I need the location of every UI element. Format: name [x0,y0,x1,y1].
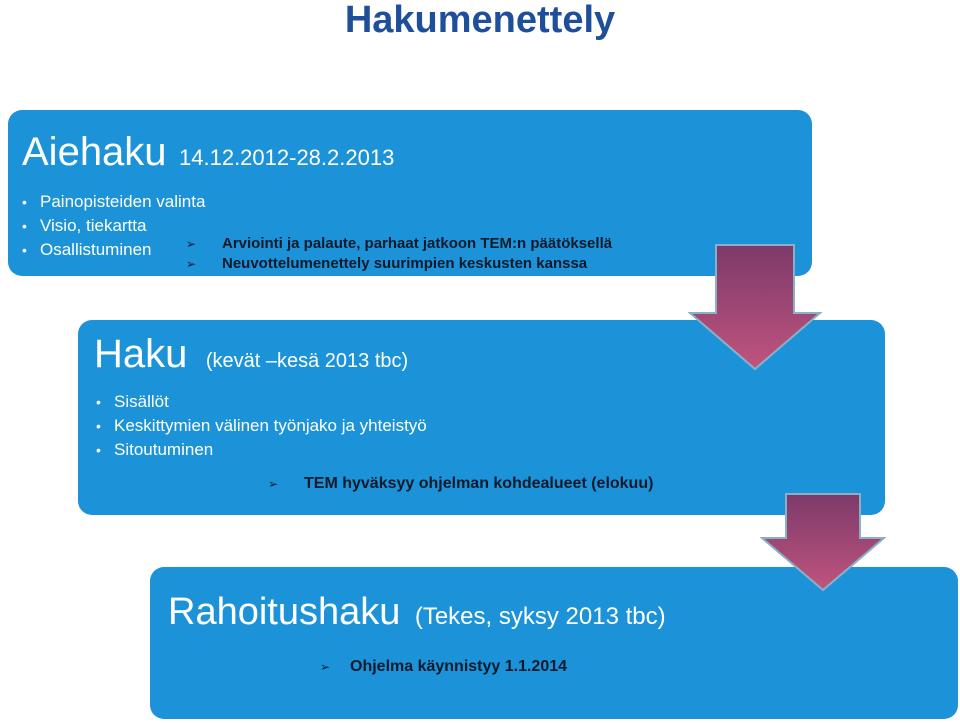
stage-notes [268,474,653,494]
stage-notes [186,234,612,274]
note-text: Neuvottelumenettely suurimpien keskusten kanssa [222,255,588,272]
stage-period: (Tekes, syksy 2013 tbc) [414,603,666,630]
down-arrow-icon [760,492,886,592]
stage-name: Haku [94,332,188,376]
arrowhead-bullet-icon: ➢ [320,660,331,674]
arrowhead-bullet-icon: ➢ [186,257,197,271]
bullet-item: • Keskittymien välinen työnjako ja yhteistyö [96,414,427,438]
note-item [186,234,612,254]
note-text: Arviointi ja palaute, parhaat jatkoon TEM:n päätöksellä [222,235,613,252]
bullet-item: • Visio, tiekartta [22,214,205,238]
stage-period: 14.12.2012-28.2.2013 [179,145,395,170]
bullet-item: • Sisällöt [96,390,427,414]
note-item [186,254,612,274]
stage-name: Aiehaku [22,130,167,174]
bullet-item: • Painopisteiden valinta [22,190,205,214]
stage-heading [22,130,394,175]
stage-notes [320,657,567,677]
note-text: Ohjelma käynnistyy 1.1.2014 [350,658,568,675]
stage-bullets [22,190,205,262]
stage-period: (kevät –kesä 2013 tbc) [205,350,409,372]
bullet-item: • Sitoutuminen [96,438,427,462]
stage-bullets [96,390,427,462]
note-text: TEM hyväksyy ohjelman kohdealueet (elokuu) [304,475,654,492]
note-item [268,474,653,494]
stage-heading [94,332,408,377]
arrowhead-bullet-icon: ➢ [268,477,279,491]
page-title: Hakumenettely [344,0,616,41]
arrowhead-bullet-icon: ➢ [186,237,197,251]
bullet-item: • Osallistuminen [22,238,205,262]
note-item [320,657,567,677]
stage-name: Rahoitushaku [168,591,401,633]
down-arrow-icon [688,243,822,371]
stage-heading [168,591,666,634]
